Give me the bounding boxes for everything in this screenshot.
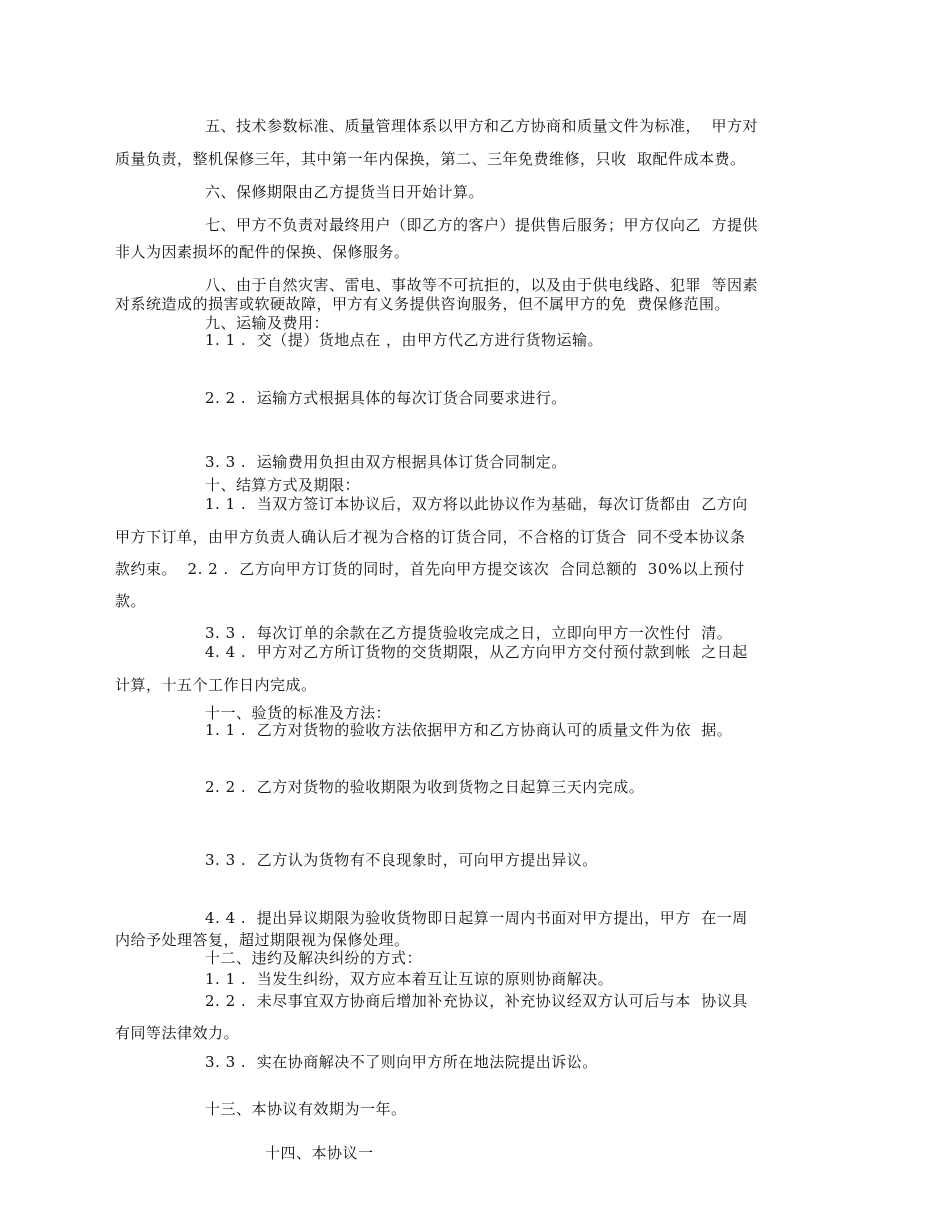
clause-12-item-3: 3. 3 . 实在协商解决不了则向甲方所在地法院提出诉讼。 bbox=[205, 1053, 598, 1071]
clause-12-heading: 十二、违约及解决纠纷的方式： bbox=[205, 949, 423, 967]
clause-9-item-1: 1. 1 . 交（提）货地点在 ，由甲方代乙方进行货物运输。 bbox=[205, 331, 603, 349]
clause-10-item-1-line-2: 甲方下订单，由甲方负责人确认后才视为合格的订货合同，不合格的订货合 同不受本协议条 bbox=[115, 528, 746, 546]
clause-13: 十三、本协议有效期为一年。 bbox=[205, 1100, 407, 1118]
clause-10-item-1-line-3: 款约束。 2. 2 . 乙方向甲方订货的同时，首先向甲方提交该次 合同总额的 30%以上预付 bbox=[115, 560, 745, 578]
clause-5-line-2: 质量负责，整机保修三年，其中第一年内保换，第二、三年免费维修，只收 取配件成本费。 bbox=[115, 150, 746, 168]
clause-9-heading: 九、运输及费用： bbox=[205, 314, 330, 332]
clause-10-item-4-line-2: 计算，十五个工作日内完成。 bbox=[115, 676, 317, 694]
clause-12-item-2-line-2: 有同等法律效力。 bbox=[115, 1024, 240, 1042]
clause-8-line-1: 八、由于自然灾害、雷电、事故等不可抗拒的，以及由于供电线路、犯罪 等因素 bbox=[205, 276, 759, 294]
clause-9-item-2: 2. 2 . 运输方式根据具体的每次订货合同要求进行。 bbox=[205, 389, 567, 407]
clause-10-heading: 十、结算方式及期限： bbox=[205, 476, 361, 494]
clause-8-line-2: 对系统造成的损害或软硬故障，甲方有义务提供咨询服务，但不属甲方的免 费保修范围。 bbox=[115, 295, 731, 313]
clause-10-item-1-line-1: 1. 1 . 当双方签订本协议后，双方将以此协议作为基础，每次订货都由 乙方向 bbox=[205, 495, 748, 513]
clause-11-item-4-line-1: 4. 4 . 提出异议期限为验收货物即日起算一周内书面对甲方提出，甲方 在一周 bbox=[205, 909, 748, 927]
clause-10-item-4-line-1: 4. 4 . 甲方对乙方所订货物的交货期限，从乙方向甲方交付预付款到帐 之日起 bbox=[205, 643, 748, 661]
clause-7-line-2: 非人为因素损坏的配件的保换、保修服务。 bbox=[115, 243, 410, 261]
clause-6: 六、保修期限由乙方提货当日开始计算。 bbox=[205, 183, 485, 201]
clause-11-item-2: 2. 2 . 乙方对货物的验收期限为收到货物之日起算三天内完成。 bbox=[205, 778, 645, 796]
clause-11-item-3: 3. 3 . 乙方认为货物有不良现象时，可向甲方提出异议。 bbox=[205, 851, 598, 869]
clause-10-item-2-line-2: 款。 bbox=[115, 592, 147, 610]
clause-9-item-3: 3. 3 . 运输费用负担由双方根据具体订货合同制定。 bbox=[205, 453, 567, 471]
clause-5-line-1: 五、技术参数标准、质量管理体系以甲方和乙方协商和质量文件为标准， 甲方对 bbox=[205, 117, 759, 135]
clause-11-item-4-line-2: 内给予处理答复，超过期限视为保修处理。 bbox=[115, 931, 410, 949]
clause-12-item-2-line-1: 2. 2 . 未尽事宜双方协商后增加补充协议，补充协议经双方认可后与本 协议具 bbox=[205, 992, 748, 1010]
clause-14: 十四、本协议一 bbox=[265, 1144, 374, 1162]
clause-10-item-3: 3. 3 . 每次订单的余款在乙方提货验收完成之日，立即向甲方一次性付 清。 bbox=[205, 624, 733, 642]
clause-11-heading: 十一、验货的标准及方法： bbox=[205, 704, 392, 722]
clause-11-item-1: 1. 1 . 乙方对货物的验收方法依据甲方和乙方协商认可的质量文件为依 据。 bbox=[205, 721, 733, 739]
clause-12-item-1: 1. 1 . 当发生纠纷，双方应本着互让互谅的原则协商解决。 bbox=[205, 970, 614, 988]
clause-7-line-1: 七、甲方不负责对最终用户（即乙方的客户）提供售后服务；甲方仅向乙 方提供 bbox=[205, 216, 759, 234]
